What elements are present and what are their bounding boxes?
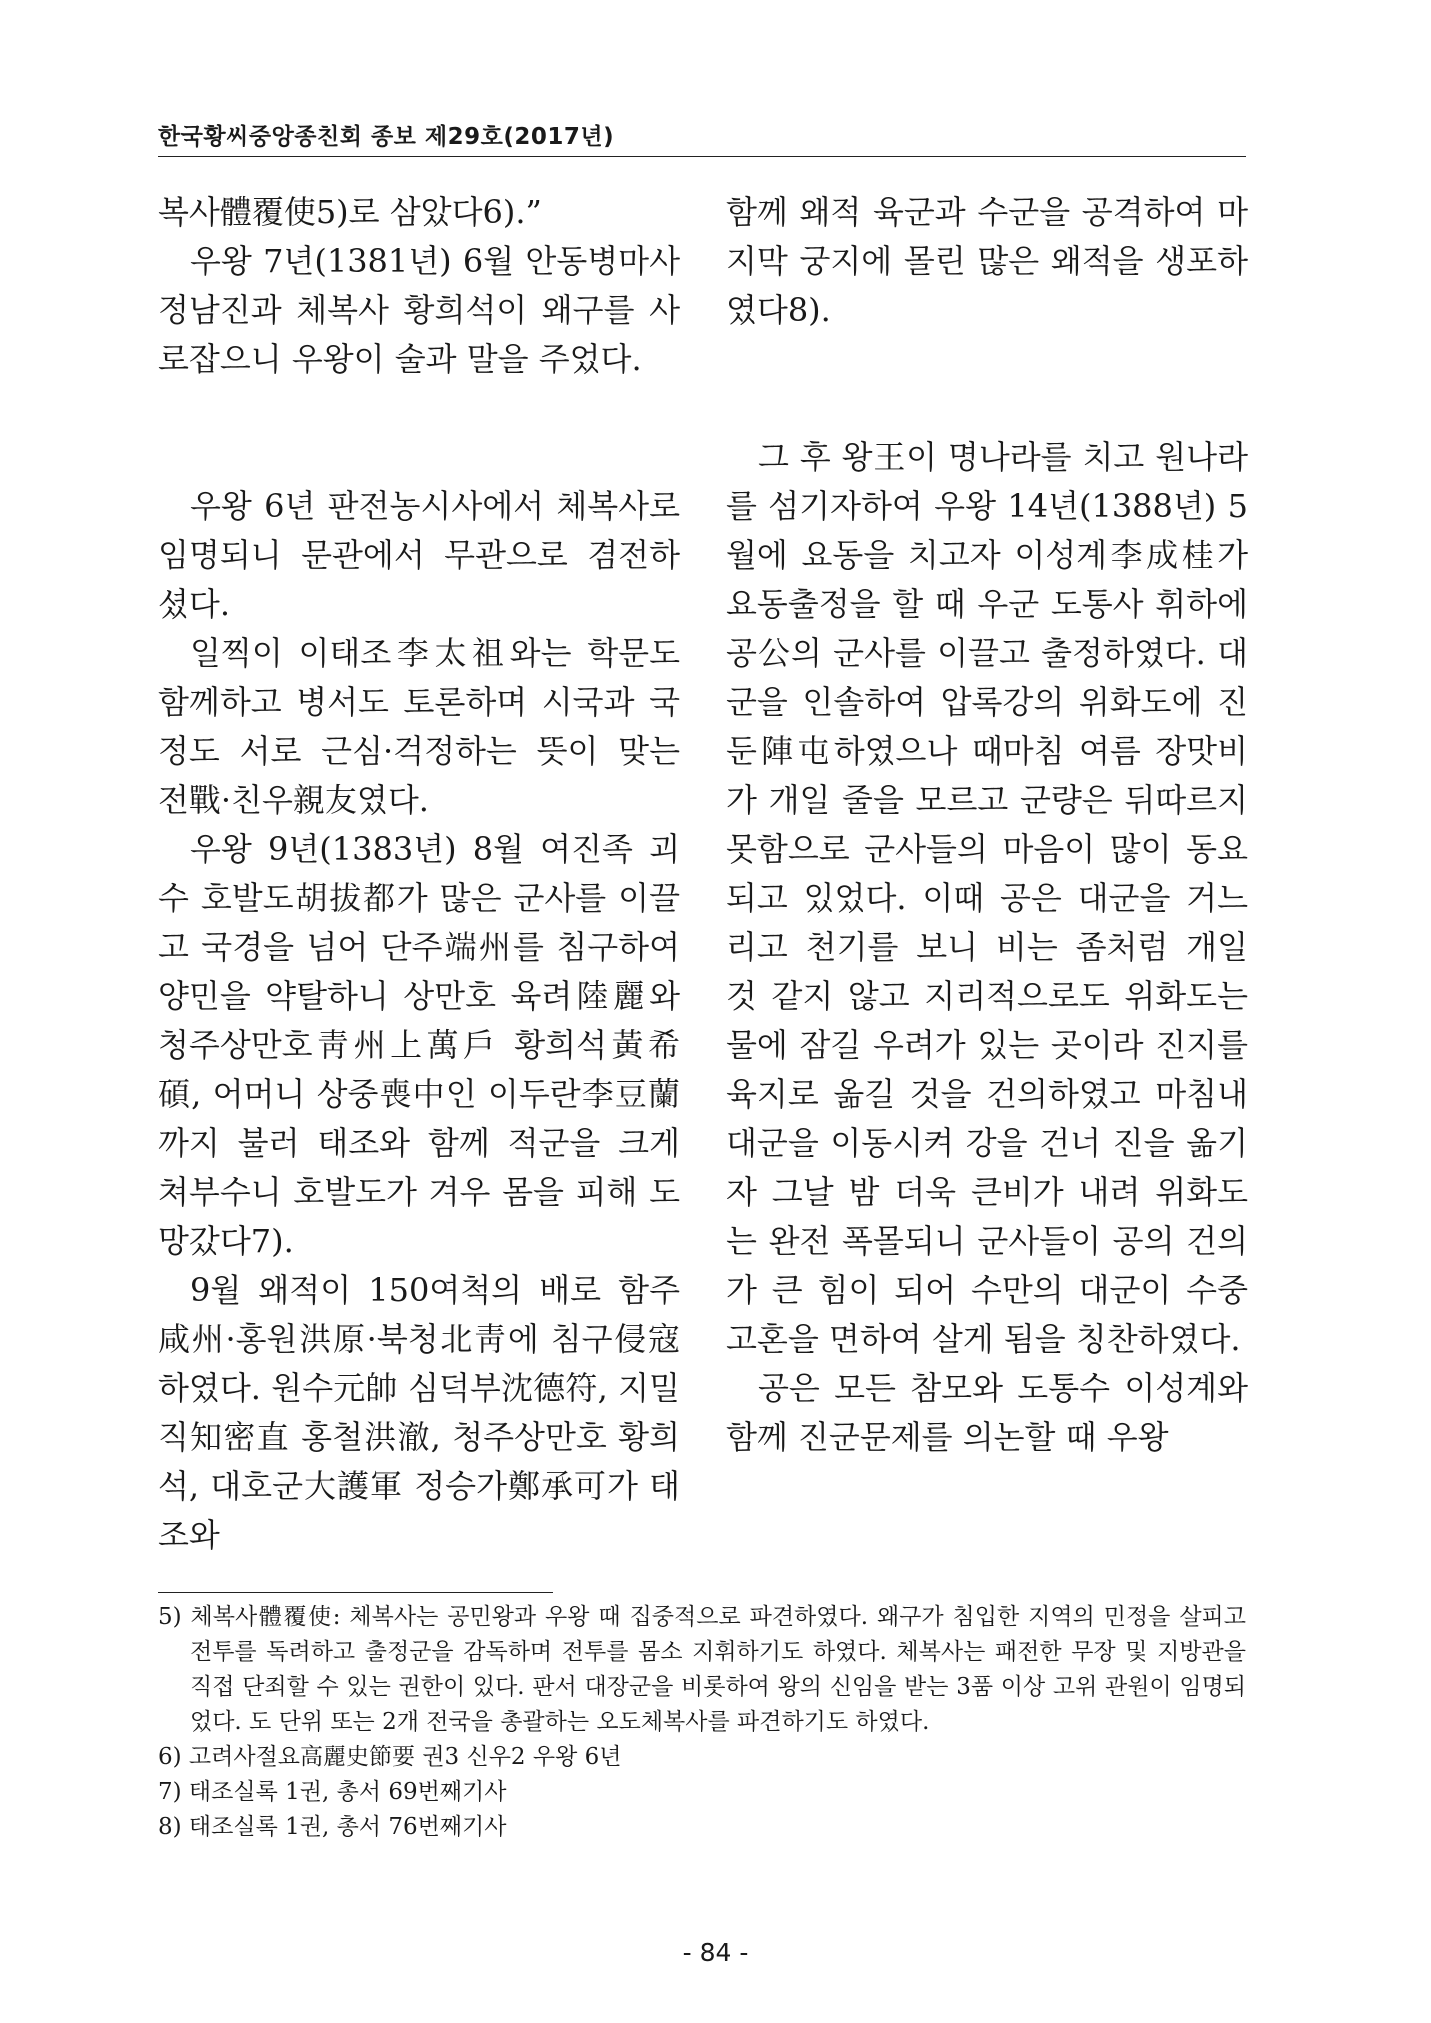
- footnote-divider: [158, 1592, 553, 1593]
- paragraph: 일찍이 이태조李太祖와는 학문도 함께하고 병서도 토론하며 시국과 국정도 서로 근심·걱정하는 뜻이 맞는 전戰·친우親友였다.: [158, 634, 680, 819]
- paragraph: 우왕 7년(1381년) 6월 안동병마사 정남진과 체복사 황희석이 왜구를 사로잡으니 우왕이 술과 말을 주었다.: [158, 242, 680, 378]
- paragraph-gap: [158, 384, 680, 482]
- footnote: 5) 체복사體覆使: 체복사는 공민왕과 우왕 때 집중적으로 파견하였다. 왜구가 침입한 지역의 민정을 살피고 전투를 독려하고 출정군을 감독하며 전투를 몸소 지휘하기도 하였다. 체복사는 패전한 무장 및 지방관을 직접 단죄할 수 있는 권한이 있다. 판서 대장군을 비롯하여 왕의 신임을 받는 3품 이상 고위 관원이 임명되었다. 도 단위 또는 2개 전국을 총괄하는 오도체복사를 파견하기도 하였다.: [158, 1604, 1246, 1735]
- page-number: - 84 -: [682, 1938, 749, 1967]
- paragraph-gap: [726, 335, 1248, 433]
- paragraph: 우왕 6년 판전농시사에서 체복사로 임명되니 문관에서 무관으로 겸전하셨다.: [158, 487, 680, 623]
- paragraph: 공은 모든 참모와 도통수 이성계와 함께 진군문제를 의논할 때 우왕: [726, 1369, 1248, 1456]
- footnote: 6) 고려사절요高麗史節要 권3 신우2 우왕 6년: [158, 1744, 622, 1770]
- paragraph: 그 후 왕王이 명나라를 치고 원나라를 섬기자하여 우왕 14년(1388년) 5월에 요동을 치고자 이성계李成桂가 요동출정을 할 때 우군 도통사 휘하에 공公의 군사를 이끌고 출정하였다. 대군을 인솔하여 압록강의 위화도에 진둔陣屯하였으나 때마침 여름 장맛비가 개일 줄을 모르고 군량은 뒤따르지 못함으로 군사들의 마음이 많이 동요되고 있었다. 이때 공은 대군을 거느리고 천기를 보니 비는 좀처럼 개일 것 같지 않고 지리적으로도 위화도는 물에 잠길 우려가 있는 곳이라 진지를 육지로 옮길 것을 건의하였고 마침내 대군을 이동시켜 강을 건너 진을 옮기자 그날 밤 더욱 큰비가 내려 위화도는 완전 폭몰되니 군사들이 공의 건의가 큰 힘이 되어 수만의 대군이 수중고혼을 면하여 살게 됨을 칭찬하였다.: [726, 438, 1248, 1358]
- paragraph: 함께 왜적 육군과 수군을 공격하여 마지막 궁지에 몰린 많은 왜적을 생포하였다8).: [726, 193, 1248, 329]
- right-column: [726, 188, 1248, 1462]
- page-header: 한국황씨중앙종친회 종보 제29호(2017년): [158, 124, 615, 150]
- footnote: 7) 태조실록 1권, 총서 69번째기사: [158, 1779, 507, 1805]
- paragraph: 9월 왜적이 150여척의 배로 함주咸州·홍원洪原·북청北靑에 침구侵寇하였다. 원수元帥 심덕부沈德符, 지밀직知密直 홍철洪澈, 청주상만호 황희석, 대호군大護軍 정승가鄭承可가 태조와: [158, 1271, 680, 1554]
- paragraph: 우왕 9년(1383년) 8월 여진족 괴수 호발도胡拔都가 많은 군사를 이끌고 국경을 넘어 단주端州를 침구하여 양민을 약탈하니 상만호 육려陸麗와 청주상만호靑州上萬戶 황희석黃希碩, 어머니 상중喪中인 이두란李豆蘭까지 불러 태조와 함께 적군을 크게 쳐부수니 호발도가 겨우 몸을 피해 도망갔다7).: [158, 830, 680, 1260]
- footnotes: [158, 1600, 1246, 1845]
- paragraph: 복사體覆使5)로 삼았다6).”: [158, 193, 542, 231]
- left-column: [158, 188, 680, 1560]
- footnote: 8) 태조실록 1권, 총서 76번째기사: [158, 1814, 507, 1840]
- header-divider: [158, 156, 1246, 157]
